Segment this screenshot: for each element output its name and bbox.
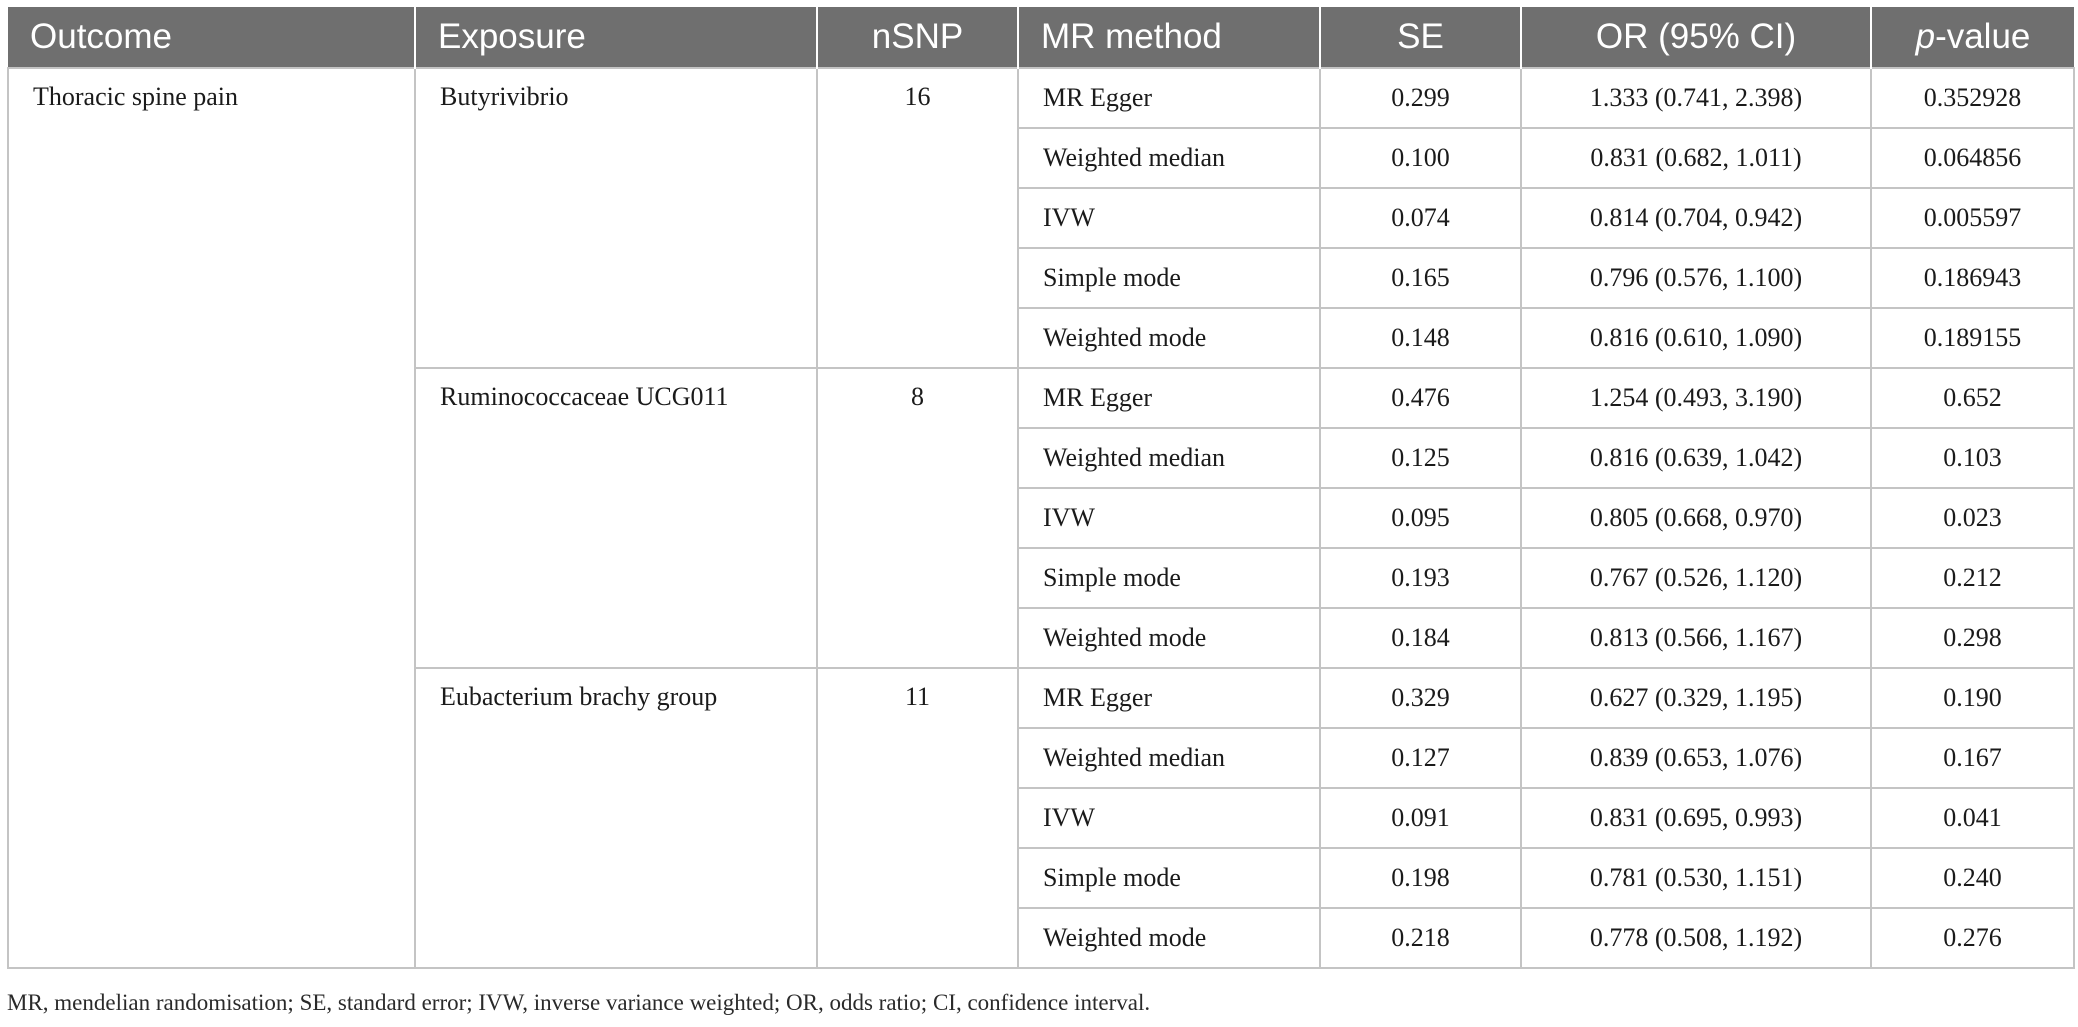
header-nsnp: nSNP bbox=[817, 7, 1018, 68]
se-cell: 0.125 bbox=[1320, 428, 1521, 488]
se-cell: 0.095 bbox=[1320, 488, 1521, 548]
method-cell: Weighted mode bbox=[1018, 308, 1320, 368]
header-p-suffix: -value bbox=[1935, 17, 2031, 56]
table-footnote: MR, mendelian randomisation; SE, standard error; IVW, inverse variance weighted; OR, odds ratio; CI, confidence interval. bbox=[7, 990, 1151, 1015]
se-cell: 0.127 bbox=[1320, 728, 1521, 788]
p-value-cell: 0.005597 bbox=[1871, 188, 2074, 248]
nsnp-cell: 11 bbox=[817, 668, 1018, 968]
exposure-cell: Butyrivibrio bbox=[415, 68, 817, 368]
method-cell: IVW bbox=[1018, 188, 1320, 248]
or-cell: 0.796 (0.576, 1.100) bbox=[1521, 248, 1871, 308]
table-row bbox=[8, 68, 2074, 128]
se-cell: 0.329 bbox=[1320, 668, 1521, 728]
p-value-cell: 0.240 bbox=[1871, 848, 2074, 908]
method-cell: IVW bbox=[1018, 488, 1320, 548]
header-row bbox=[8, 7, 2074, 68]
method-cell: Weighted mode bbox=[1018, 908, 1320, 968]
method-cell: MR Egger bbox=[1018, 368, 1320, 428]
or-cell: 1.333 (0.741, 2.398) bbox=[1521, 68, 1871, 128]
header-outcome: Outcome bbox=[8, 7, 415, 68]
exposure-cell: Eubacterium brachy group bbox=[415, 668, 817, 968]
p-value-cell: 0.167 bbox=[1871, 728, 2074, 788]
header-p-italic: p bbox=[1915, 17, 1936, 56]
table-container bbox=[7, 7, 2073, 969]
or-cell: 0.816 (0.610, 1.090) bbox=[1521, 308, 1871, 368]
p-value-cell: 0.189155 bbox=[1871, 308, 2074, 368]
method-cell: IVW bbox=[1018, 788, 1320, 848]
se-cell: 0.148 bbox=[1320, 308, 1521, 368]
p-value-cell: 0.352928 bbox=[1871, 68, 2074, 128]
p-value-cell: 0.298 bbox=[1871, 608, 2074, 668]
header-or-ci: OR (95% CI) bbox=[1521, 7, 1871, 68]
mr-results-table bbox=[7, 7, 2075, 969]
se-cell: 0.184 bbox=[1320, 608, 1521, 668]
se-cell: 0.218 bbox=[1320, 908, 1521, 968]
se-cell: 0.100 bbox=[1320, 128, 1521, 188]
or-cell: 1.254 (0.493, 3.190) bbox=[1521, 368, 1871, 428]
or-cell: 0.831 (0.682, 1.011) bbox=[1521, 128, 1871, 188]
header-exposure: Exposure bbox=[415, 7, 817, 68]
method-cell: MR Egger bbox=[1018, 68, 1320, 128]
header-se: SE bbox=[1320, 7, 1521, 68]
p-value-cell: 0.186943 bbox=[1871, 248, 2074, 308]
se-cell: 0.165 bbox=[1320, 248, 1521, 308]
se-cell: 0.091 bbox=[1320, 788, 1521, 848]
p-value-cell: 0.276 bbox=[1871, 908, 2074, 968]
method-cell: Weighted median bbox=[1018, 128, 1320, 188]
p-value-cell: 0.103 bbox=[1871, 428, 2074, 488]
or-cell: 0.778 (0.508, 1.192) bbox=[1521, 908, 1871, 968]
table-header bbox=[8, 7, 2074, 68]
p-value-cell: 0.652 bbox=[1871, 368, 2074, 428]
se-cell: 0.476 bbox=[1320, 368, 1521, 428]
header-p-value bbox=[1871, 7, 2074, 68]
or-cell: 0.839 (0.653, 1.076) bbox=[1521, 728, 1871, 788]
nsnp-cell: 16 bbox=[817, 68, 1018, 368]
se-cell: 0.198 bbox=[1320, 848, 1521, 908]
or-cell: 0.816 (0.639, 1.042) bbox=[1521, 428, 1871, 488]
or-cell: 0.813 (0.566, 1.167) bbox=[1521, 608, 1871, 668]
method-cell: Simple mode bbox=[1018, 848, 1320, 908]
nsnp-cell: 8 bbox=[817, 368, 1018, 668]
or-cell: 0.805 (0.668, 0.970) bbox=[1521, 488, 1871, 548]
or-cell: 0.627 (0.329, 1.195) bbox=[1521, 668, 1871, 728]
p-value-cell: 0.041 bbox=[1871, 788, 2074, 848]
table-body bbox=[8, 68, 2074, 968]
p-value-cell: 0.190 bbox=[1871, 668, 2074, 728]
se-cell: 0.074 bbox=[1320, 188, 1521, 248]
or-cell: 0.831 (0.695, 0.993) bbox=[1521, 788, 1871, 848]
method-cell: Simple mode bbox=[1018, 248, 1320, 308]
or-cell: 0.814 (0.704, 0.942) bbox=[1521, 188, 1871, 248]
p-value-cell: 0.212 bbox=[1871, 548, 2074, 608]
or-cell: 0.767 (0.526, 1.120) bbox=[1521, 548, 1871, 608]
method-cell: Weighted median bbox=[1018, 428, 1320, 488]
se-cell: 0.193 bbox=[1320, 548, 1521, 608]
exposure-cell: Ruminococcaceae UCG011 bbox=[415, 368, 817, 668]
method-cell: MR Egger bbox=[1018, 668, 1320, 728]
or-cell: 0.781 (0.530, 1.151) bbox=[1521, 848, 1871, 908]
se-cell: 0.299 bbox=[1320, 68, 1521, 128]
header-mr-method: MR method bbox=[1018, 7, 1320, 68]
method-cell: Simple mode bbox=[1018, 548, 1320, 608]
p-value-cell: 0.064856 bbox=[1871, 128, 2074, 188]
p-value-cell: 0.023 bbox=[1871, 488, 2074, 548]
outcome-cell: Thoracic spine pain bbox=[8, 68, 415, 968]
method-cell: Weighted median bbox=[1018, 728, 1320, 788]
method-cell: Weighted mode bbox=[1018, 608, 1320, 668]
